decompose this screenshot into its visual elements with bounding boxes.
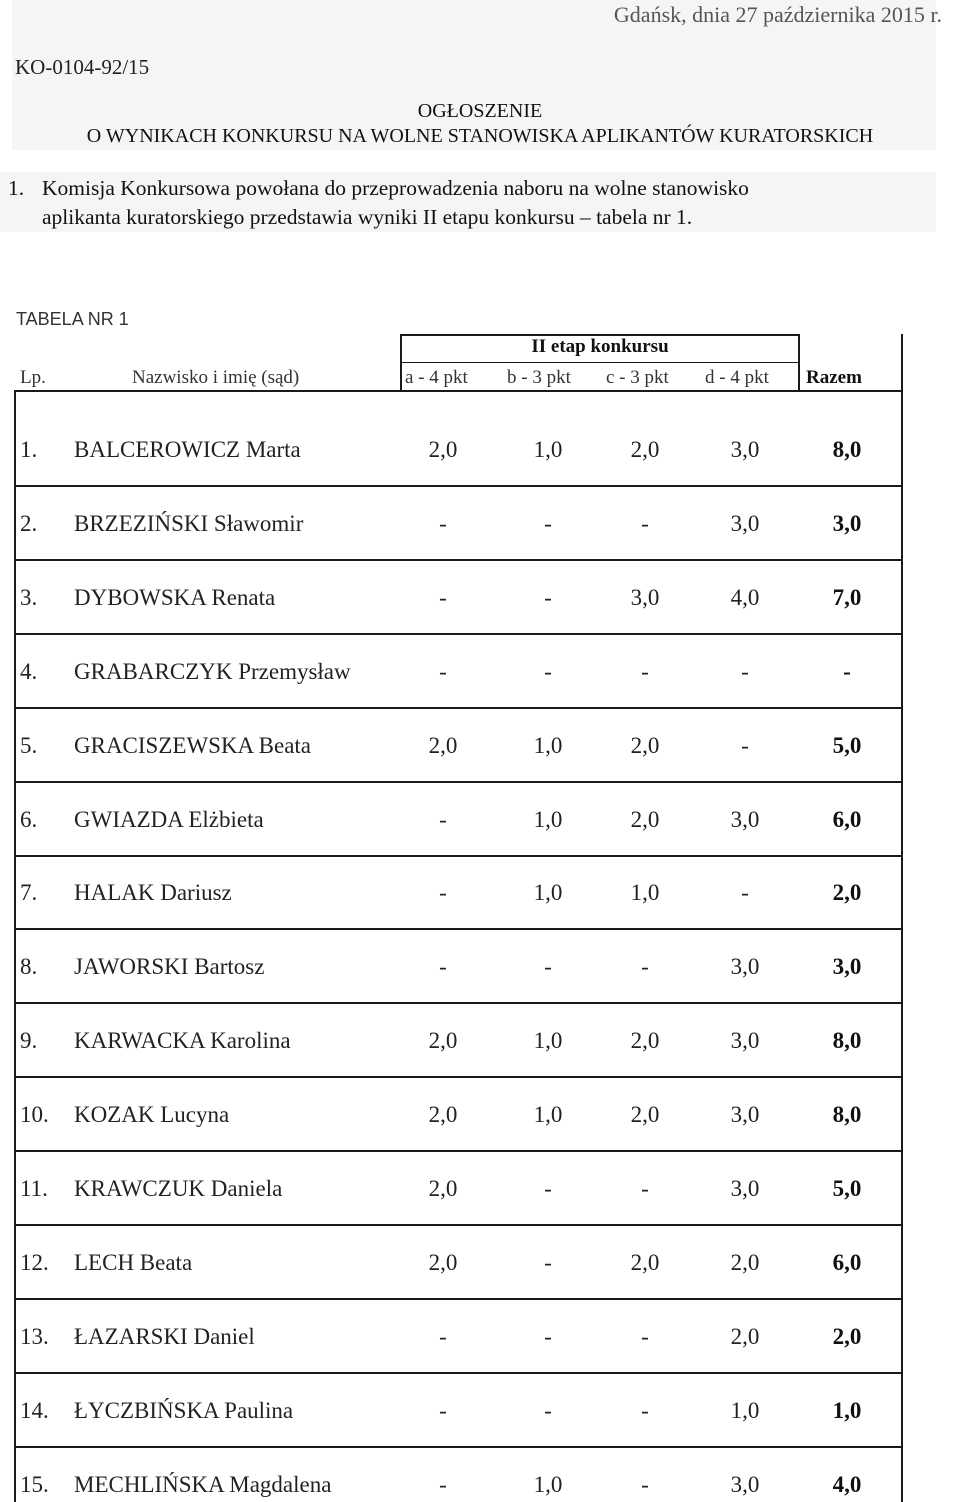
cell-total: 8,0	[832, 437, 862, 462]
cell-lp: 14.	[20, 1398, 49, 1423]
cell-lp: 4.	[20, 659, 38, 684]
cell-lp: 7.	[20, 880, 38, 905]
cell-name: ŁAZARSKI Daniel	[74, 1324, 255, 1349]
col-c-header: c - 3 pkt	[606, 367, 669, 388]
cell-name: JAWORSKI Bartosz	[74, 954, 265, 979]
cell-c: -	[641, 954, 649, 979]
cell-d: 3,0	[730, 1102, 760, 1127]
cell-b: 1,0	[533, 1472, 563, 1497]
cell-a: -	[439, 954, 447, 979]
cell-d: 3,0	[730, 437, 760, 462]
cell-name: HALAK Dariusz	[74, 880, 232, 905]
cell-d: -	[741, 880, 749, 905]
cell-lp: 10.	[20, 1102, 49, 1127]
cell-a: 2,0	[428, 1028, 458, 1053]
cell-name: MECHLIŃSKA Magdalena	[74, 1472, 332, 1497]
cell-d: 2,0	[730, 1250, 760, 1275]
cell-c: -	[641, 511, 649, 536]
cell-d: -	[741, 733, 749, 758]
cell-lp: 5.	[20, 733, 38, 758]
cell-lp: 15.	[20, 1472, 49, 1497]
cell-a: 2,0	[428, 1250, 458, 1275]
cell-b: -	[544, 1250, 552, 1275]
row-rule	[14, 1298, 903, 1300]
cell-a: -	[439, 585, 447, 610]
cell-c: 2,0	[630, 437, 660, 462]
row-rule	[14, 855, 903, 857]
group-top-rule	[400, 334, 800, 336]
group-bottom-rule	[400, 362, 800, 363]
cell-b: -	[544, 1176, 552, 1201]
intro-line-2: aplikanta kuratorskiego przedstawia wyniki II etapu konkursu – tabela nr 1.	[42, 205, 693, 229]
row-rule	[14, 1372, 903, 1374]
cell-lp: 11.	[20, 1176, 48, 1201]
cell-lp: 8.	[20, 954, 38, 979]
cell-b: 1,0	[533, 807, 563, 832]
announcement-subtitle: O WYNIKACH KONKURSU NA WOLNE STANOWISKA APLIKANTÓW KURATORSKICH	[86, 125, 874, 147]
cell-total: 6,0	[832, 807, 862, 832]
cell-c: -	[641, 659, 649, 684]
cell-total: 5,0	[832, 733, 862, 758]
cell-total: 7,0	[832, 585, 862, 610]
cell-name: KOZAK Lucyna	[74, 1102, 230, 1127]
cell-total: 8,0	[832, 1028, 862, 1053]
col-a-header: a - 4 pkt	[405, 367, 468, 388]
cell-c: -	[641, 1324, 649, 1349]
cell-name: BALCEROWICZ Marta	[74, 437, 301, 462]
cell-a: -	[439, 880, 447, 905]
cell-a: -	[439, 1398, 447, 1423]
cell-d: 3,0	[730, 1028, 760, 1053]
header-divider-total	[798, 334, 800, 392]
group-header: II etap konkursu	[531, 336, 669, 357]
intro-paragraph	[8, 174, 938, 232]
cell-name: KARWACKA Karolina	[74, 1028, 291, 1053]
cell-a: -	[439, 659, 447, 684]
cell-a: 2,0	[428, 437, 458, 462]
row-rule	[14, 485, 903, 487]
table-left-rule	[14, 390, 16, 1502]
cell-b: 1,0	[533, 1102, 563, 1127]
cell-b: -	[544, 511, 552, 536]
cell-total: -	[843, 659, 851, 684]
col-total-header: Razem	[806, 367, 862, 388]
cell-a: -	[439, 1472, 447, 1497]
cell-a: -	[439, 511, 447, 536]
reference-number: KO-0104-92/15	[15, 55, 150, 79]
cell-name: BRZEZIŃSKI Sławomir	[74, 511, 304, 536]
cell-total: 2,0	[832, 1324, 862, 1349]
cell-total: 3,0	[832, 954, 862, 979]
table-caption: TABELA NR 1	[16, 309, 129, 329]
col-lp-header: Lp.	[20, 367, 46, 388]
cell-total: 6,0	[832, 1250, 862, 1275]
row-rule	[14, 1224, 903, 1226]
cell-d: 3,0	[730, 511, 760, 536]
col-name-header: Nazwisko i imię (sąd)	[132, 367, 300, 388]
cell-c: 2,0	[630, 1250, 660, 1275]
cell-b: 1,0	[533, 437, 563, 462]
cell-name: GRABARCZYK Przemysław	[74, 659, 351, 684]
cell-a: 2,0	[428, 1176, 458, 1201]
cell-total: 2,0	[832, 880, 862, 905]
cell-total: 3,0	[832, 511, 862, 536]
cell-name: DYBOWSKA Renata	[74, 585, 276, 610]
cell-name: GRACISZEWSKA Beata	[74, 733, 312, 758]
row-rule	[14, 633, 903, 635]
cell-lp: 6.	[20, 807, 38, 832]
cell-lp: 2.	[20, 511, 38, 536]
row-rule	[14, 1446, 903, 1448]
cell-b: -	[544, 1324, 552, 1349]
cell-b: -	[544, 585, 552, 610]
cell-d: 2,0	[730, 1324, 760, 1349]
cell-a: 2,0	[428, 1102, 458, 1127]
cell-b: -	[544, 659, 552, 684]
cell-total: 4,0	[832, 1472, 862, 1497]
cell-d: 3,0	[730, 1472, 760, 1497]
cell-a: -	[439, 1324, 447, 1349]
row-rule	[14, 707, 903, 709]
cell-c: 3,0	[630, 585, 660, 610]
header-divider-a	[400, 334, 402, 392]
cell-d: 3,0	[730, 1176, 760, 1201]
table-right-rule	[901, 334, 903, 1502]
announcement-title: OGŁOSZENIE	[417, 100, 543, 122]
cell-c: 2,0	[630, 1102, 660, 1127]
cell-name: ŁYCZBIŃSKA Paulina	[74, 1398, 294, 1423]
cell-total: 8,0	[832, 1102, 862, 1127]
cell-c: -	[641, 1176, 649, 1201]
cell-d: 1,0	[730, 1398, 760, 1423]
intro-number: 1.	[8, 176, 25, 200]
row-rule	[14, 928, 903, 930]
cell-c: 2,0	[630, 807, 660, 832]
cell-lp: 9.	[20, 1028, 38, 1053]
cell-c: -	[641, 1472, 649, 1497]
cell-c: 1,0	[630, 880, 660, 905]
cell-c: 2,0	[630, 733, 660, 758]
row-rule	[14, 1076, 903, 1078]
cell-total: 1,0	[832, 1398, 862, 1423]
cell-lp: 3.	[20, 585, 38, 610]
cell-lp: 12.	[20, 1250, 49, 1275]
header-bottom-rule	[14, 390, 903, 392]
cell-a: -	[439, 807, 447, 832]
cell-b: -	[544, 1398, 552, 1423]
cell-b: -	[544, 954, 552, 979]
cell-name: LECH Beata	[74, 1250, 193, 1275]
cell-b: 1,0	[533, 880, 563, 905]
cell-c: -	[641, 1398, 649, 1423]
row-rule	[14, 559, 903, 561]
row-rule	[14, 1150, 903, 1152]
cell-b: 1,0	[533, 1028, 563, 1053]
cell-lp: 13.	[20, 1324, 49, 1349]
document-date: Gdańsk, dnia 27 października 2015 r.	[613, 2, 942, 27]
col-b-header: b - 3 pkt	[507, 367, 571, 388]
cell-name: GWIAZDA Elżbieta	[74, 807, 264, 832]
cell-name: KRAWCZUK Daniela	[74, 1176, 283, 1201]
row-rule	[14, 1002, 903, 1004]
cell-c: 2,0	[630, 1028, 660, 1053]
cell-a: 2,0	[428, 733, 458, 758]
cell-d: 4,0	[730, 585, 760, 610]
cell-total: 5,0	[832, 1176, 862, 1201]
cell-d: 3,0	[730, 954, 760, 979]
intro-line-1: Komisja Konkursowa powołana do przeprowadzenia naboru na wolne stanowisko	[42, 176, 749, 200]
cell-d: -	[741, 659, 749, 684]
cell-d: 3,0	[730, 807, 760, 832]
col-d-header: d - 4 pkt	[705, 367, 769, 388]
cell-b: 1,0	[533, 733, 563, 758]
cell-lp: 1.	[20, 437, 38, 462]
row-rule	[14, 781, 903, 783]
